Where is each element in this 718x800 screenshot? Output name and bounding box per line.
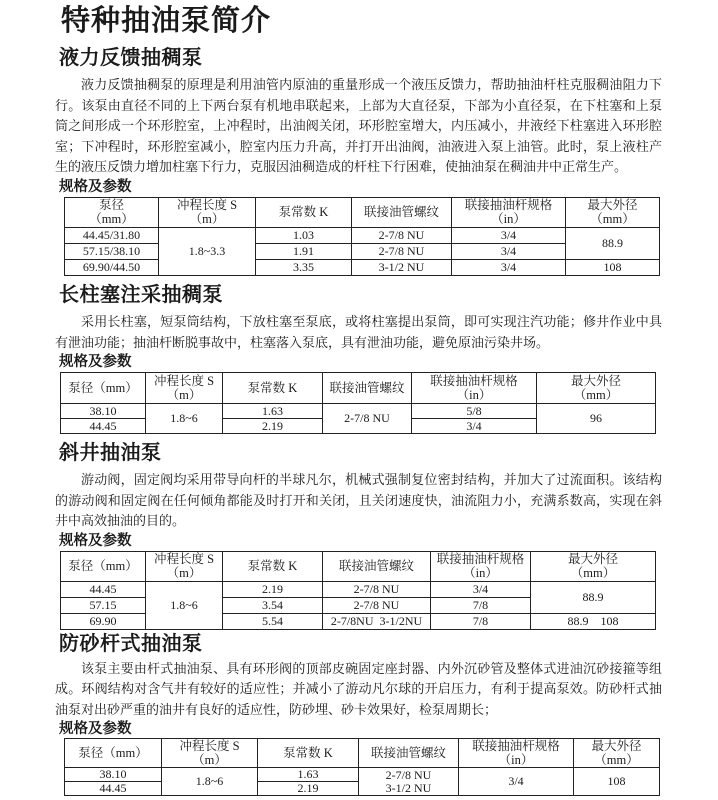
specs-table-container — [60, 551, 662, 630]
table-cell: 38.10 — [61, 404, 146, 419]
table-cell: 3/4 — [452, 259, 566, 275]
table-header-row — [65, 197, 660, 227]
table-cell: 2.19 — [258, 782, 359, 796]
table-cell: 3/4 — [452, 227, 566, 243]
table-header-cell: 泵径（mm） — [61, 551, 146, 581]
specs-label: 规格及参数 — [59, 721, 132, 738]
specs-label: 规格及参数 — [59, 178, 132, 195]
table-header-cell: 联接油管螺纹 — [323, 373, 412, 404]
table-cell: 1.91 — [256, 243, 352, 259]
section-long-plunger-pump — [55, 284, 662, 434]
table-row — [65, 768, 660, 782]
section-hydraulic-feedback-pump — [55, 47, 662, 276]
table-cell: 1.63 — [223, 404, 323, 419]
section-paragraph: 采用长柱塞，短泵筒结构，下放柱塞至泵底，或将柱塞提出泵筒，即可实现注汽功能；修井作业中具有泄油功能；抽油杆断脱事故中，柱塞落入泵底，具有泄油功能，避免原油污染井场。 — [55, 313, 662, 350]
section-heading: 长柱塞注采抽稠泵 — [59, 283, 223, 306]
table-header-cell: 泵常数 K — [223, 551, 323, 581]
table-header-cell: 联接抽油杆规格 （in） — [412, 373, 537, 404]
table-header-cell: 最大外径 （mm） — [537, 373, 656, 404]
table-cell: 69.90 — [61, 613, 146, 629]
table-cell: 2.19 — [223, 581, 323, 597]
table-row — [61, 581, 656, 597]
table-cell: 7/8 — [431, 613, 531, 629]
table-cell: 3/4 — [412, 419, 537, 434]
specs-label: 规格及参数 — [59, 354, 132, 371]
table-row — [65, 227, 660, 243]
table-cell: 3.35 — [256, 259, 352, 275]
table-cell: 88.9 108 — [531, 613, 656, 629]
table-header-cell: 联接油管螺纹 — [359, 739, 459, 768]
table-cell: 57.15/38.10 — [65, 243, 159, 259]
table-cell: 1.8~6 — [146, 404, 223, 434]
page-title: 特种抽油泵简介 — [61, 5, 272, 37]
table-cell: 44.45 — [61, 419, 146, 434]
table-cell: 2-7/8 NU — [352, 227, 452, 243]
table-cell: 3/4 — [452, 243, 566, 259]
table-cell: 2.19 — [223, 419, 323, 434]
table-header-cell: 冲程长度 S （m） — [146, 373, 223, 404]
table-cell: 3.54 — [223, 597, 323, 613]
table-cell: 108 — [566, 259, 660, 275]
table-header-cell: 泵常数 K — [258, 739, 359, 768]
section-paragraph: 游动阀，固定阀均采用带导向杆的半球凡尔，机械式强制复位密封结构，并加大了过流面积。该结构的游动阀和固定阀在任何倾角都能及时打开和关闭，且关闭速度快，油流阻力小，充满系数高，实现在斜井中高效抽油的目的。 — [55, 472, 662, 529]
table-cell: 44.45 — [61, 581, 146, 597]
section-heading: 液力反馈抽稠泵 — [59, 47, 203, 69]
table-cell: 3/4 — [431, 581, 531, 597]
table-cell: 88.9 — [531, 581, 656, 613]
table-cell: 2-7/8 NU — [323, 404, 412, 434]
table-cell: 3/4 — [459, 768, 574, 796]
table-cell: 69.90/44.50 — [65, 259, 159, 275]
table-header-cell: 联接抽油杆规格 （in） — [452, 197, 566, 227]
table-cell: 1.8~6 — [162, 768, 258, 796]
section-paragraph: 液力反馈抽稠泵的原理是利用油管内原油的重量形成一个液压反馈力，帮助抽油杆柱克服稠油阻力下行。该泵由直径不同的上下两台泵有机地串联起来，上部为大直径泵，下部为小直径泵，在下柱塞和上泵筒之间形成一个环形腔室，上冲程时，出油阀关闭，环形腔室增大，内压减小，井液经下柱塞进入环形腔室；下冲程时，环形腔室减小，腔室内压力升高，并打开出油阀，油液进入泵上油管。此时，泵上液柱产生的液压反馈力增加柱塞下行力，克服因油稠造成的杆柱下行困难，使抽油泵在稠油井中正常生产。 — [55, 77, 662, 175]
table-cell: 44.45 — [65, 782, 162, 796]
specs-table-container — [60, 372, 662, 434]
table-cell: 44.45/31.80 — [65, 227, 159, 243]
table-header-cell: 泵常数 K — [256, 197, 352, 227]
section-deviated-well-pump — [55, 442, 662, 630]
table-header-cell: 联接抽油杆规格 （in） — [431, 551, 531, 581]
table-cell: 1.8~3.3 — [159, 227, 256, 275]
section-paragraph: 该泵主要由杆式抽油泵、具有环形阀的顶部皮碗固定座封器、内外沉砂管及整体式进油沉砂接箍等组成。环阀结构对含气井有较好的适应性；并减小了游动凡尔球的开启压力，有利于提高泵效。防砂杆式抽油泵对出砂严重的油井有良好的适应性，防砂埋、砂卡效果好，检泵周期长； — [55, 660, 662, 717]
table-cell: 5.54 — [223, 613, 323, 629]
table-header-cell: 联接抽油杆规格 （in） — [459, 739, 574, 768]
specs-table — [64, 197, 660, 276]
table-cell: 5/8 — [412, 404, 537, 419]
table-cell: 96 — [537, 404, 656, 434]
table-header-cell: 最大外径 （mm） — [566, 197, 660, 227]
table-cell: 57.15 — [61, 597, 146, 613]
table-header-cell: 泵径（mm） — [61, 373, 146, 404]
table-row — [61, 404, 656, 419]
specs-table — [60, 551, 656, 630]
table-header-cell: 最大外径 （mm） — [574, 739, 660, 768]
table-header-cell: 冲程长度 S （m） — [146, 551, 223, 581]
table-row — [65, 259, 660, 275]
table-header-cell: 泵常数 K — [223, 373, 323, 404]
table-cell: 2-7/8NU 3-1/2NU — [323, 613, 431, 629]
table-header-cell: 联接油管螺纹 — [323, 551, 431, 581]
table-cell: 1.63 — [258, 768, 359, 782]
table-header-row — [61, 373, 656, 404]
table-header-cell: 泵径 （mm） — [65, 197, 159, 227]
table-cell: 38.10 — [65, 768, 162, 782]
table-header-row — [65, 739, 660, 768]
table-header-cell: 冲程长度 S （m） — [159, 197, 256, 227]
section-heading: 防砂杆式抽油泵 — [59, 632, 203, 655]
specs-table-container — [64, 738, 662, 796]
specs-table — [60, 372, 656, 434]
specs-label: 规格及参数 — [59, 532, 132, 549]
table-cell: 1.8~6 — [146, 581, 223, 629]
table-cell: 108 — [574, 768, 660, 796]
table-cell: 7/8 — [431, 597, 531, 613]
table-cell: 2-7/8 NU — [323, 581, 431, 597]
table-header-cell: 冲程长度 S （m） — [162, 739, 258, 768]
section-sand-control-rod-pump — [55, 633, 662, 796]
table-cell: 3-1/2 NU — [352, 259, 452, 275]
specs-table-container — [64, 197, 662, 276]
table-header-cell: 联接油管螺纹 — [352, 197, 452, 227]
table-cell: 2-7/8 NU — [323, 597, 431, 613]
table-header-row — [61, 551, 656, 581]
section-heading: 斜井抽油泵 — [59, 442, 162, 465]
table-header-cell: 泵径（mm） — [65, 739, 162, 768]
table-cell: 2-7/8 NU 3-1/2 NU — [359, 768, 459, 796]
table-header-cell: 最大外径 （mm） — [531, 551, 656, 581]
specs-table — [64, 738, 660, 796]
table-cell: 1.03 — [256, 227, 352, 243]
table-cell: 2-7/8 NU — [352, 243, 452, 259]
table-cell: 88.9 — [566, 227, 660, 259]
